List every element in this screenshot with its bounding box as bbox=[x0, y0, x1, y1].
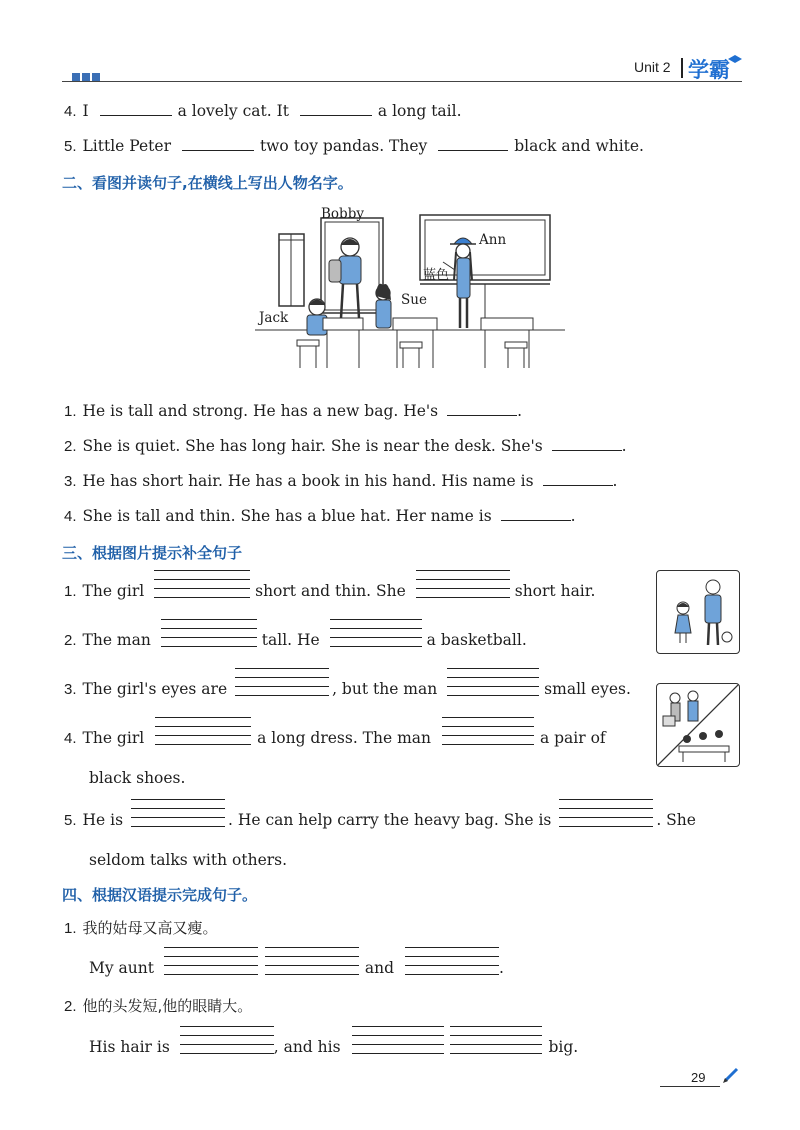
section3-item-5-cont: seldom talks with others. bbox=[89, 851, 288, 869]
brand-logo: 学霸 bbox=[688, 58, 730, 82]
answer-blank[interactable] bbox=[330, 631, 422, 645]
section3-item-4-cont: black shoes. bbox=[89, 769, 186, 787]
label-jack: Jack bbox=[259, 310, 289, 326]
hint-picture-2 bbox=[656, 683, 740, 767]
section3-item-1: 1. The girl short and thin. She short hair. bbox=[64, 581, 595, 602]
label-blue-note: 蓝色 bbox=[423, 268, 450, 283]
footer-rule bbox=[660, 1086, 720, 1087]
header-divider bbox=[681, 58, 683, 78]
answer-blank[interactable] bbox=[161, 631, 257, 645]
answer-blank[interactable] bbox=[552, 436, 622, 451]
section4-item-2-cn: 2. 他的头发短,他的眼睛大。 bbox=[64, 997, 253, 1015]
answer-blank[interactable] bbox=[543, 471, 613, 486]
page-number: 29 bbox=[691, 1070, 706, 1085]
unit-label: Unit 2 bbox=[634, 59, 671, 75]
section2-item-3: 3. He has short hair. He has a book in his hand. His name is . bbox=[64, 472, 618, 490]
section3-item-2: 2. The man tall. He a basketball. bbox=[64, 630, 527, 651]
answer-blank[interactable] bbox=[100, 101, 172, 116]
section4-item-2-en: His hair is , and his big. bbox=[89, 1037, 578, 1057]
answer-blank[interactable] bbox=[180, 1038, 274, 1052]
hint-picture-1 bbox=[656, 570, 740, 654]
answer-blank[interactable] bbox=[265, 959, 359, 973]
label-bobby: Bobby bbox=[321, 206, 364, 222]
section3-item-4: 4. The girl a long dress. The man a pair of bbox=[64, 728, 606, 749]
answer-blank[interactable] bbox=[155, 729, 251, 743]
answer-blank[interactable] bbox=[154, 582, 250, 596]
part1-item-4: 4. I a lovely cat. It a long tail. bbox=[64, 102, 462, 120]
answer-blank[interactable] bbox=[559, 811, 653, 825]
answer-blank[interactable] bbox=[501, 506, 571, 521]
section4-item-1-en: My aunt and . bbox=[89, 958, 504, 978]
answer-blank[interactable] bbox=[442, 729, 534, 743]
header-squares bbox=[72, 66, 100, 85]
answer-blank[interactable] bbox=[131, 811, 225, 825]
header-rule bbox=[62, 81, 742, 82]
section4-title: 四、根据汉语提示完成句子。 bbox=[62, 886, 258, 904]
pencil-icon bbox=[722, 1066, 740, 1088]
answer-blank[interactable] bbox=[182, 136, 254, 151]
part1-item-5: 5. Little Peter two toy pandas. They black and white. bbox=[64, 137, 644, 155]
answer-blank[interactable] bbox=[352, 1038, 444, 1052]
section3-title: 三、根据图片提示补全句子 bbox=[62, 544, 243, 562]
section2-item-1: 1. He is tall and strong. He has a new bag. He's . bbox=[64, 402, 522, 420]
section3-item-3: 3. The girl's eyes are , but the man small eyes. bbox=[64, 679, 631, 700]
label-ann: Ann bbox=[479, 232, 507, 248]
answer-blank[interactable] bbox=[300, 101, 372, 116]
answer-blank[interactable] bbox=[447, 401, 517, 416]
classroom-picture bbox=[255, 200, 565, 375]
answer-blank[interactable] bbox=[235, 680, 329, 694]
answer-blank[interactable] bbox=[438, 136, 508, 151]
section2-title: 二、看图并读句子,在横线上写出人物名字。 bbox=[62, 174, 353, 192]
section3-item-5: 5. He is . He can help carry the heavy bag. She is . She bbox=[64, 810, 696, 831]
answer-blank[interactable] bbox=[164, 959, 258, 973]
section4-item-1-cn: 1. 我的姑母又高又瘦。 bbox=[64, 919, 218, 937]
section2-item-4: 4. She is tall and thin. She has a blue hat. Her name is . bbox=[64, 507, 576, 525]
label-sue: Sue bbox=[401, 292, 427, 308]
answer-blank[interactable] bbox=[450, 1038, 542, 1052]
section2-item-2: 2. She is quiet. She has long hair. She is near the desk. She's . bbox=[64, 437, 627, 455]
answer-blank[interactable] bbox=[405, 959, 499, 973]
brand-hat-icon bbox=[728, 49, 742, 68]
answer-blank[interactable] bbox=[416, 582, 510, 596]
answer-blank[interactable] bbox=[447, 680, 539, 694]
